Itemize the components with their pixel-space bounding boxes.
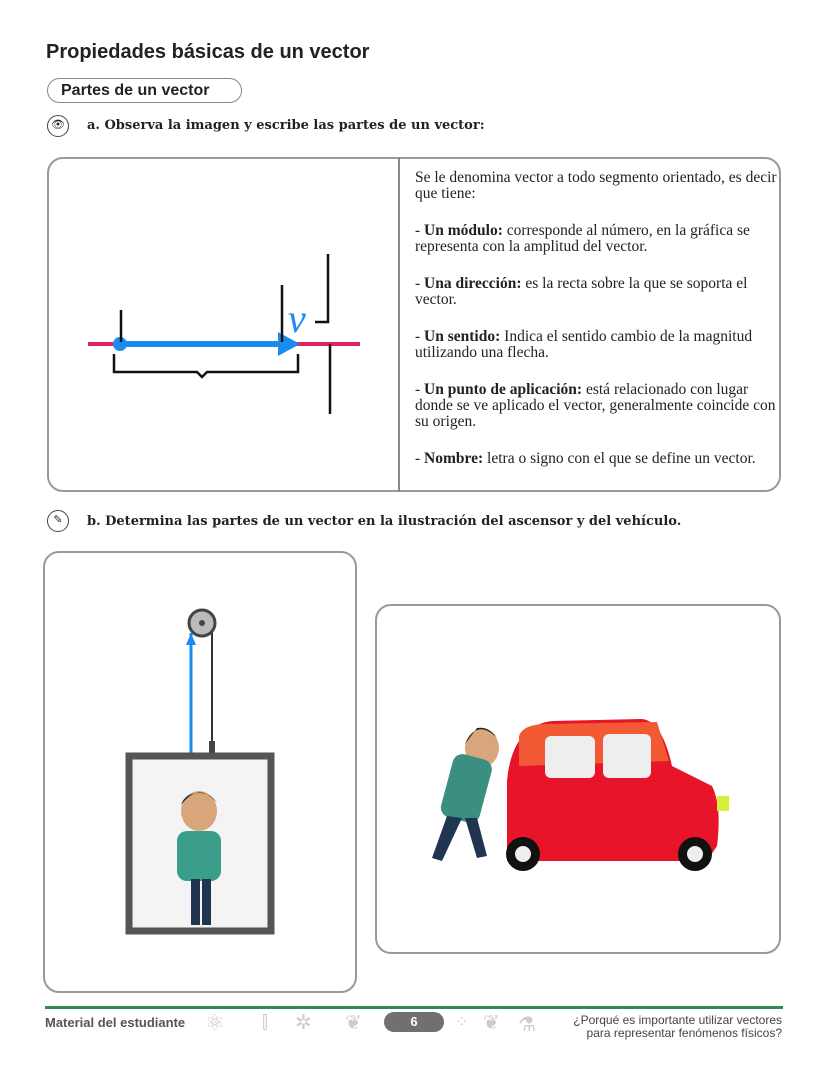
elevator-illustration [45,553,355,991]
page-title: Propiedades básicas de un vector [46,41,370,63]
vector-diagram [50,230,390,430]
test-tube-icon: ⫿ [262,1012,268,1032]
molecule-icon: ✲ [295,1012,312,1034]
section-pill [47,78,242,103]
definition-sense: - Un sentido: Indica el sentido cambio de la magnitud utilizando una flecha. [415,328,753,361]
footer-question-line2: para representar fenómenos físicos? [586,1026,782,1040]
footer-question-line1: ¿Porqué es importante utilizar vectores [573,1013,782,1027]
vector-name-label: v [288,296,306,341]
section-pill-label: Partes de un vector [61,82,210,99]
observe-eye-icon: 👁 [47,115,69,137]
car-push-illustration [377,606,779,952]
flask-icon: ⚗ [518,1014,536,1036]
plant-icon-2: ❦ [483,1012,500,1034]
instruction-b: b. Determina las partes de un vector en la ilustración del ascensor y del vehículo. [87,514,682,529]
definition-application-point: - Un punto de aplicación: está relacionado con lugar donde se ve aplicado el vector, generalmente coincide con su origen. [415,381,776,430]
definition-direction: - Una dirección: es la recta sobre la que se soporta el vector. [415,275,748,308]
pushing-person [432,728,499,861]
pencil-icon: ✎ [47,510,69,532]
car-illustration-box [375,604,781,954]
definition-module: - Un módulo: corresponde al número, en la gráfica se representa con la amplitud del vector. [415,222,750,255]
footer-question [573,1014,782,1040]
definition-intro: Se le denomina vector a todo segmento orientado, es decir que tiene: [415,169,777,202]
footer-rule [45,1006,783,1009]
instruction-a: a. Observa la imagen y escribe las partes de un vector: [87,118,485,133]
vector-definition [415,170,777,488]
atom-icon: ⚛ [205,1010,225,1035]
box-divider [398,157,400,492]
car [506,719,729,871]
page-number: 6 [384,1012,444,1032]
footer-label: Material del estudiante [45,1015,186,1030]
elevator-illustration-box [43,551,357,993]
plant-icon: ❦ [345,1012,362,1034]
dots-icon: ⁘ [455,1014,469,1031]
definition-name: - Nombre: letra o signo con el que se define un vector. [415,450,756,467]
